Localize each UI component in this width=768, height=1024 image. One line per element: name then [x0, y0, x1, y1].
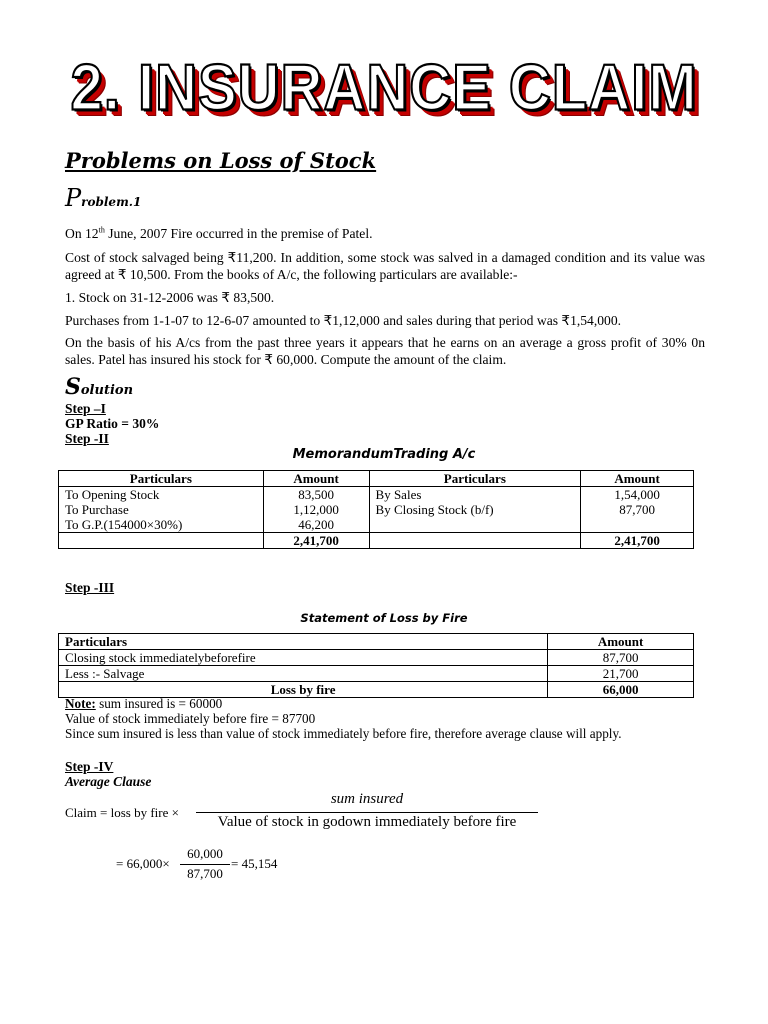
problem-initial: P [65, 184, 82, 212]
credit-label: By Sales [369, 487, 581, 503]
step-2-label: Step -II [65, 431, 109, 446]
debit-amount: 46,200 [263, 517, 369, 533]
loss-header-particulars: Particulars [59, 634, 548, 650]
header-amount-right: Amount [581, 471, 694, 487]
paragraph-4: Purchases from 1-1-07 to 12-6-07 amounted to ₹1,12,000 and sales during that period was ₹1,54,000. [65, 313, 622, 328]
table-row [59, 650, 694, 666]
formula-numerator: sum insured [330, 791, 404, 807]
trading-account-title: MemorandumTrading A/c [292, 447, 476, 462]
table-row [59, 666, 694, 682]
calc-numerator: 60,000 [187, 846, 223, 861]
p1-text-end: June, 2007 Fire occurred in the premise of Patel. [104, 226, 373, 241]
total-blank-left [59, 533, 264, 549]
step-1-label: Step –I [65, 401, 106, 416]
note-text-1: sum insured is = 60000 [95, 696, 223, 711]
paragraph-1 [65, 225, 705, 242]
credit-amount [581, 517, 694, 533]
paragraph-5: On the basis of his A/cs from the past three years it appears that he earns on an average a gross profit of 30% 0n sales. Patel has insured his stock for ₹ 60,000. Compute the amount of the claim. [65, 335, 705, 367]
loss-row-amount: 21,700 [548, 666, 694, 682]
main-title: 2. INSURANCE CLAIM [70, 51, 698, 124]
calc-fraction-bar [180, 864, 230, 865]
credit-amount: 87,700 [581, 502, 694, 517]
debit-amount: 83,500 [263, 487, 369, 503]
trading-header-row [59, 471, 694, 487]
p1-superscript: th [98, 225, 105, 235]
average-clause-label: Average Clause [65, 774, 152, 789]
claim-formula-lhs: Claim = loss by fire × [65, 805, 179, 820]
loss-row-label: Closing stock immediatelybeforefire [59, 650, 548, 666]
p1-text: On 12 [65, 226, 99, 241]
gp-ratio: GP Ratio = 30% [65, 416, 160, 431]
total-right: 2,41,700 [581, 533, 694, 549]
header-particulars-left: Particulars [59, 471, 264, 487]
formula-fraction-bar [196, 812, 538, 813]
header-amount-left: Amount [263, 471, 369, 487]
table-row [59, 487, 694, 503]
note-line-2: Value of stock immediately before fire = 87700 [65, 711, 316, 726]
debit-label: To Opening Stock [59, 487, 264, 503]
note-line-1 [65, 697, 222, 711]
total-blank-right [369, 533, 581, 549]
loss-header-row [59, 634, 694, 650]
step-4-label: Step -IV [65, 759, 114, 774]
loss-header-amount: Amount [548, 634, 694, 650]
solution-label: olution [80, 383, 134, 398]
loss-total-label: Loss by fire [59, 682, 548, 698]
total-left: 2,41,700 [263, 533, 369, 549]
solution-heading [65, 374, 133, 400]
formula-denominator: Value of stock in godown immediately before fire [217, 814, 517, 830]
note-line-3: Since sum insured is less than value of stock immediately before fire, therefore average clause will apply. [65, 726, 622, 741]
calc-denominator: 87,700 [187, 866, 223, 881]
table-row [59, 502, 694, 517]
note-label: Note: [65, 696, 96, 711]
paragraph-2: Cost of stock salvaged being ₹11,200. In addition, some stock was salved in a damaged condition and its value was agreed at ₹ 10,500. From the books of A/c, the following particulars are available:- [65, 250, 705, 282]
loss-statement-table [58, 633, 694, 698]
debit-label: To G.P.(154000×30%) [59, 517, 264, 533]
table-row [59, 517, 694, 533]
credit-label [369, 517, 581, 533]
solution-initial: S [65, 374, 81, 400]
paragraph-3: 1. Stock on 31-12-2006 was ₹ 83,500. [65, 290, 275, 305]
debit-label: To Purchase [59, 502, 264, 517]
loss-statement-title: Statement of Loss by Fire [300, 611, 468, 625]
calc-lhs: = 66,000× [116, 856, 170, 871]
loss-row-label: Less :- Salvage [59, 666, 548, 682]
debit-amount: 1,12,000 [263, 502, 369, 517]
loss-total-amount: 66,000 [548, 682, 694, 698]
trading-total-row [59, 533, 694, 549]
credit-label: By Closing Stock (b/f) [369, 502, 581, 517]
problem-label: roblem.1 [81, 195, 142, 209]
problem-heading [65, 184, 141, 212]
trading-account-table [58, 470, 694, 549]
step-3-label: Step -III [65, 580, 115, 595]
header-particulars-right: Particulars [369, 471, 581, 487]
credit-amount: 1,54,000 [581, 487, 694, 503]
calc-result: = 45,154 [231, 856, 278, 871]
loss-row-amount: 87,700 [548, 650, 694, 666]
subtitle: Problems on Loss of Stock [65, 148, 377, 173]
